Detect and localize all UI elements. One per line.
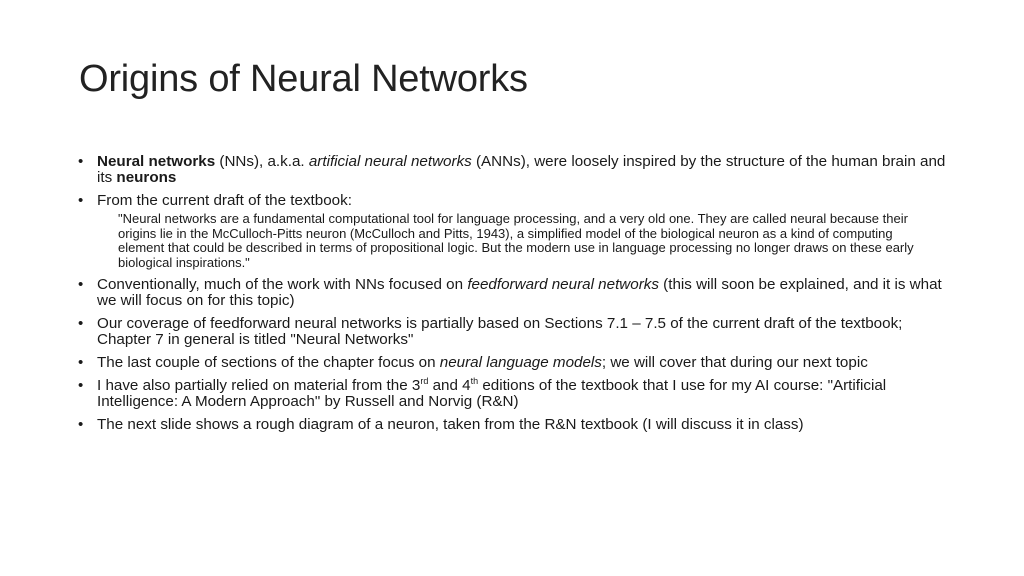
bullet-text: and 4 [428,377,471,394]
superscript: th [470,375,479,386]
bullet-text: ; we will cover that during our next topic [601,354,868,371]
bullet-text: (ANNs), were loosely inspired by the structure of the human brain and its [97,153,946,186]
bullet-text: The last couple of sections of the chapter focus on [97,354,440,371]
superscript: rd [420,375,429,386]
bullet-item [78,417,948,433]
bullet-item [78,154,948,186]
textbook-quote: "Neural networks are a fundamental computational tool for language processing, and a very old one. They are called neural because their origins lie in the McCulloch-Pitts neuron (McCulloch and Pitts, 1943), a simplified model of the biological neuron as a kind of computing element that could be described in terms of propositional logic. But the modern use in language processing no longer draws on these early biological inspirations." [118,211,914,270]
bullet-text: The next slide shows a rough diagram of a neuron, taken from the R&N textbook (I will discuss it in class) [97,416,804,433]
bullet-icon: • [78,416,84,433]
bullet-text: I have also partially relied on material from the 3 [97,377,421,394]
bullet-text-italic: neural language models [439,354,602,371]
bullet-item [78,375,948,410]
bullet-icon: • [78,377,84,394]
bullet-icon: • [78,276,84,293]
bullet-item [78,355,948,371]
bullet-text: (this will soon be explained, and it is what we will focus on for this topic) [97,276,942,309]
bullet-text-italic: artificial neural networks [308,153,472,170]
bullet-text: Our coverage of feedforward neural networks is partially based on Sections 7.1 – 7.5 of the current draft of the textbook; Chapter 7 in general is titled "Neural Networks" [97,315,903,348]
bullet-icon: • [78,192,84,209]
bullet-text-bold: neurons [116,169,177,186]
bullet-icon: • [78,153,84,170]
bullet-text: From the current draft of the textbook: [97,192,352,209]
bullet-text: Conventionally, much of the work with NNs focused on [97,276,468,293]
bullet-item [78,193,948,270]
bullet-text-bold: Neural networks [97,153,216,170]
bullet-text: editions of the textbook that I use for my AI course: "Artificial Intelligence: A Modern Approach" by Russell and Norvig (R&N) [97,377,887,410]
bullet-item [78,316,948,348]
bullet-item [78,277,948,309]
slide-title: Origins of Neural Networks [79,58,528,100]
bullet-list [78,154,948,440]
bullet-text: (NNs), a.k.a. [215,153,309,170]
bullet-icon: • [78,354,84,371]
bullet-icon: • [78,315,84,332]
bullet-text-italic: feedforward neural networks [467,276,659,293]
